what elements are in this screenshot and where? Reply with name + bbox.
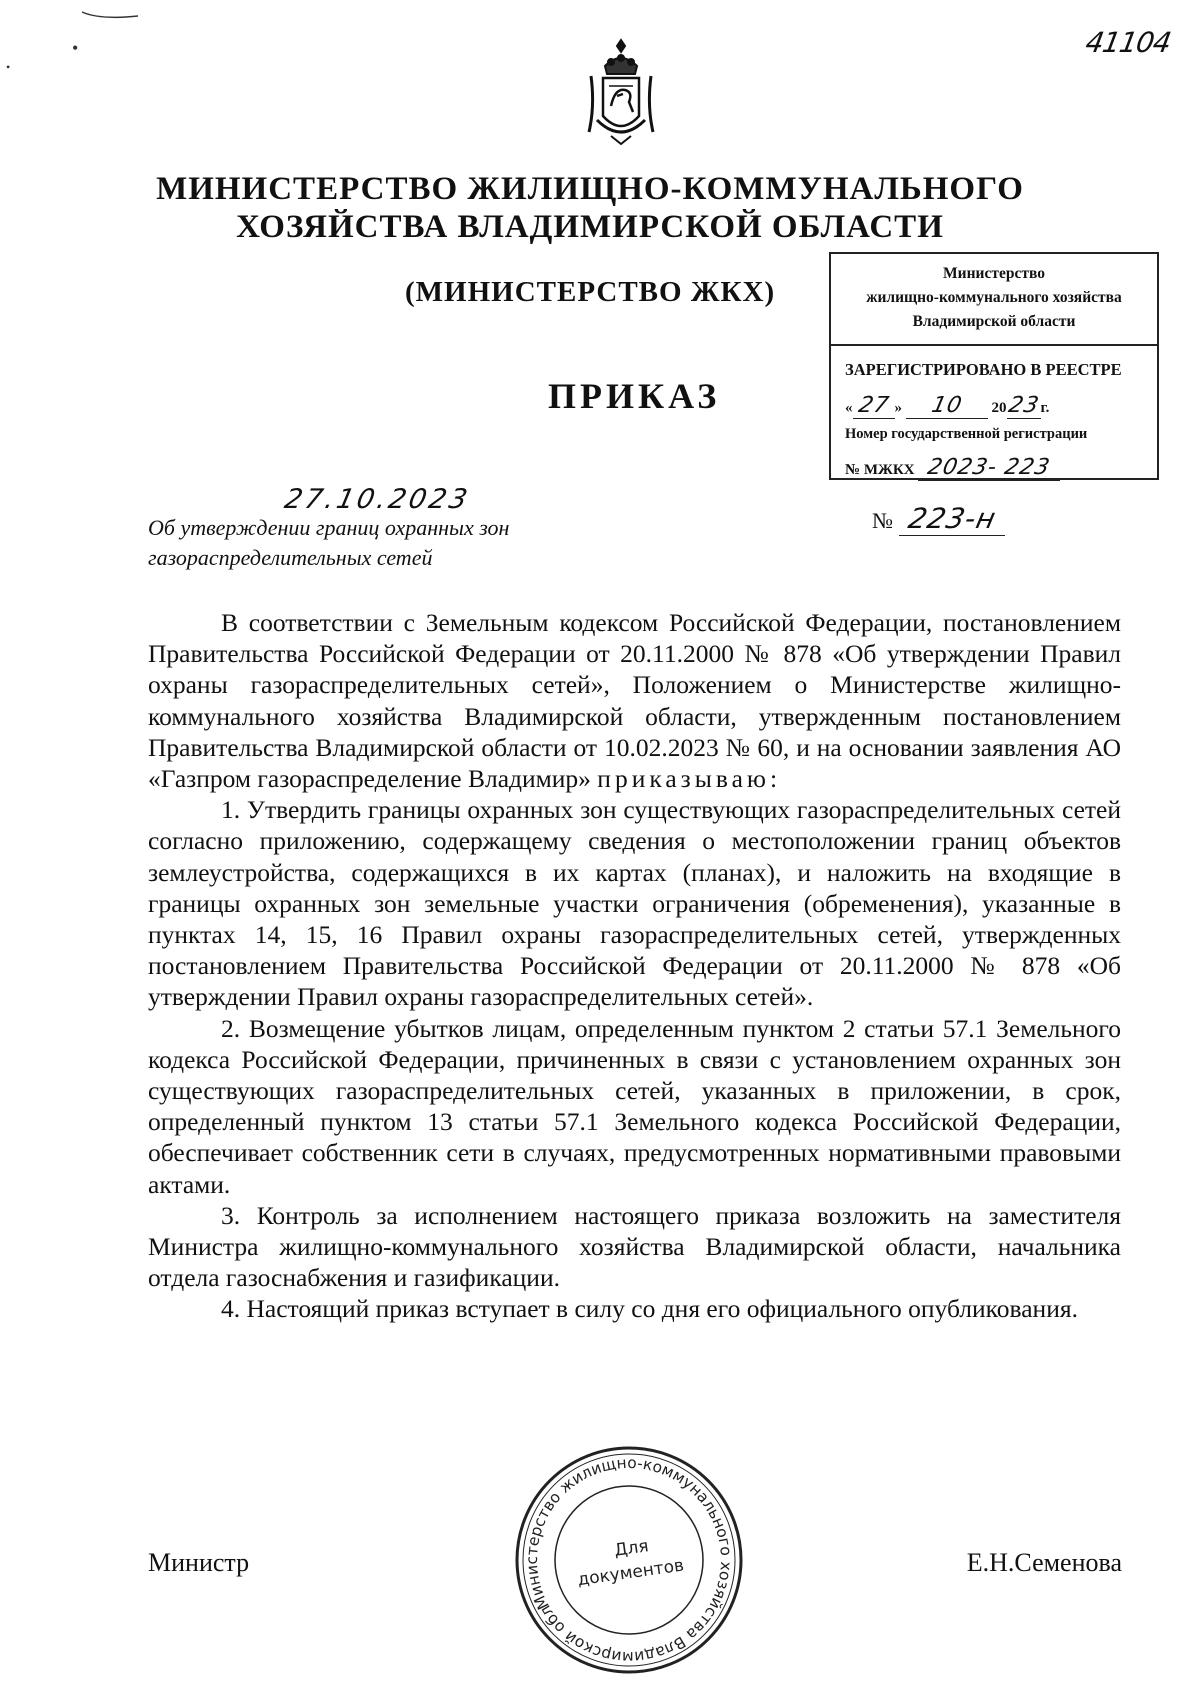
order-number-prefix: №	[872, 508, 893, 533]
registration-number-value: 2023- 223	[925, 455, 1053, 480]
preamble-text: В соответствии с Земельным кодексом Российской Федерации, постановлением Правительства Российской Федерации от 20.11.2000 № 878 «Об утверждении Правил охраны газораспределительных сетей», Положением о Министерстве жилищно-коммунального хозяйства Владимирской области, утвержденным постановлением Правительства Владимирской области от 10.02.2023 № 60, и на основании заявления АО «Газпром газораспределение Владимир»	[148, 608, 1121, 794]
registration-year-unit: г.	[1040, 400, 1050, 416]
ministry-name	[150, 170, 1030, 246]
registration-org-line-2: жилищно-коммунального хозяйства	[866, 289, 1122, 306]
order-number-value: 223-н	[904, 502, 999, 535]
seal-ring-text	[509, 1440, 749, 1680]
registration-date	[845, 393, 1049, 419]
registration-year-prefix: 20	[991, 400, 1007, 416]
registration-org-line-3: Владимирской области	[912, 313, 1076, 330]
order-item-1: 1. Утвердить границы охранных зон существующих газораспределительных сетей согласно приложению, содержащему сведения о местоположении границ объектов землеустройства, содержащихся в их картах (планах), и наложить на входящие в границы охранных зон земельные участки ограничения (обременения), указанные в пунктах 14, 15, 16 Правил охраны газораспределительных сетей, утвержденных постановлением Правительства Российской Федерации от 20.11.2000 № 878 «Об утверждении Правил охраны газораспределительных сетей».	[148, 795, 1121, 1012]
registration-date-close-quote: »	[894, 400, 902, 416]
registration-number-prefix: № МЖКХ	[845, 462, 915, 478]
scan-dot: •	[6, 60, 11, 74]
registration-org-line-1: Министерство	[943, 265, 1045, 282]
ministry-name-line-1: МИНИСТЕРСТВО ЖИЛИЩНО-КОММУНАЛЬНОГО	[156, 171, 1024, 207]
order-item-2: 2. Возмещение убытков лицам, определенным пунктом 2 статьи 57.1 Земельного кодекса Российской Федерации, причиненных в связи с установлением охранных зон существующих газораспределительных сетей, указанных в приложении, в срок, определенный пунктом 13 статьи 57.1 Земельного кодекса Российской Федерации, обеспечивает собственник сети в случаях, предусмотренных нормативными правовыми актами.	[148, 1013, 1121, 1199]
coat-of-arms-icon	[581, 36, 661, 148]
preamble-paragraph	[148, 607, 1121, 794]
handwritten-page-number: 41104	[1083, 26, 1173, 59]
seal-center-line-1: Для	[613, 1536, 650, 1561]
seal-ring-text-path: Министерство жилищно-коммунального хозяйства Владимирской области	[522, 1453, 736, 1667]
order-item-4: 4. Настоящий приказ вступает в силу со дня его официального опубликования.	[221, 1294, 1078, 1324]
registration-year-suffix: 23	[1005, 393, 1042, 418]
registration-date-day: 27	[855, 393, 892, 418]
registration-stamp	[829, 252, 1159, 480]
order-subject	[148, 513, 588, 573]
registration-date-open-quote: «	[845, 400, 853, 416]
signature-name: Е.Н.Семенова	[966, 1548, 1122, 1577]
ministry-short-name: (МИНИСТЕРСТВО ЖКХ)	[405, 276, 776, 308]
registration-stamp-org	[831, 254, 1157, 346]
preamble-verb: приказываю:	[597, 764, 782, 794]
order-date: 27.10.2023	[281, 484, 473, 515]
registration-number	[845, 455, 1060, 481]
seal-center-line-2: документов	[576, 1555, 686, 1591]
scan-mark	[80, 8, 140, 20]
ministry-name-line-2: ХОЗЯЙСТВА ВЛАДИМИРСКОЙ ОБЛАСТИ	[236, 209, 944, 245]
order-subject-line-1: Об утверждении границ охранных зон	[148, 515, 510, 540]
document-type-title: ПРИКАЗ	[548, 376, 721, 416]
registration-number-label: Номер государственной регистрации	[845, 426, 1088, 442]
order-number	[872, 502, 1005, 536]
registration-status: ЗАРЕГИСТРИРОВАНО В РЕЕСТРЕ	[845, 360, 1122, 379]
signature-role: Министр	[148, 1548, 250, 1577]
registration-date-month: 10	[929, 393, 965, 418]
scan-dot: •	[72, 38, 79, 58]
order-subject-line-2: газораспределительных сетей	[148, 545, 433, 570]
order-item-3: 3. Контроль за исполнением настоящего приказа возложить на заместителя Министра жилищно-коммунального хозяйства Владимирской области, начальника отдела газоснабжения и газификации.	[148, 1200, 1121, 1293]
order-body	[148, 607, 1121, 1325]
official-seal	[509, 1440, 749, 1680]
